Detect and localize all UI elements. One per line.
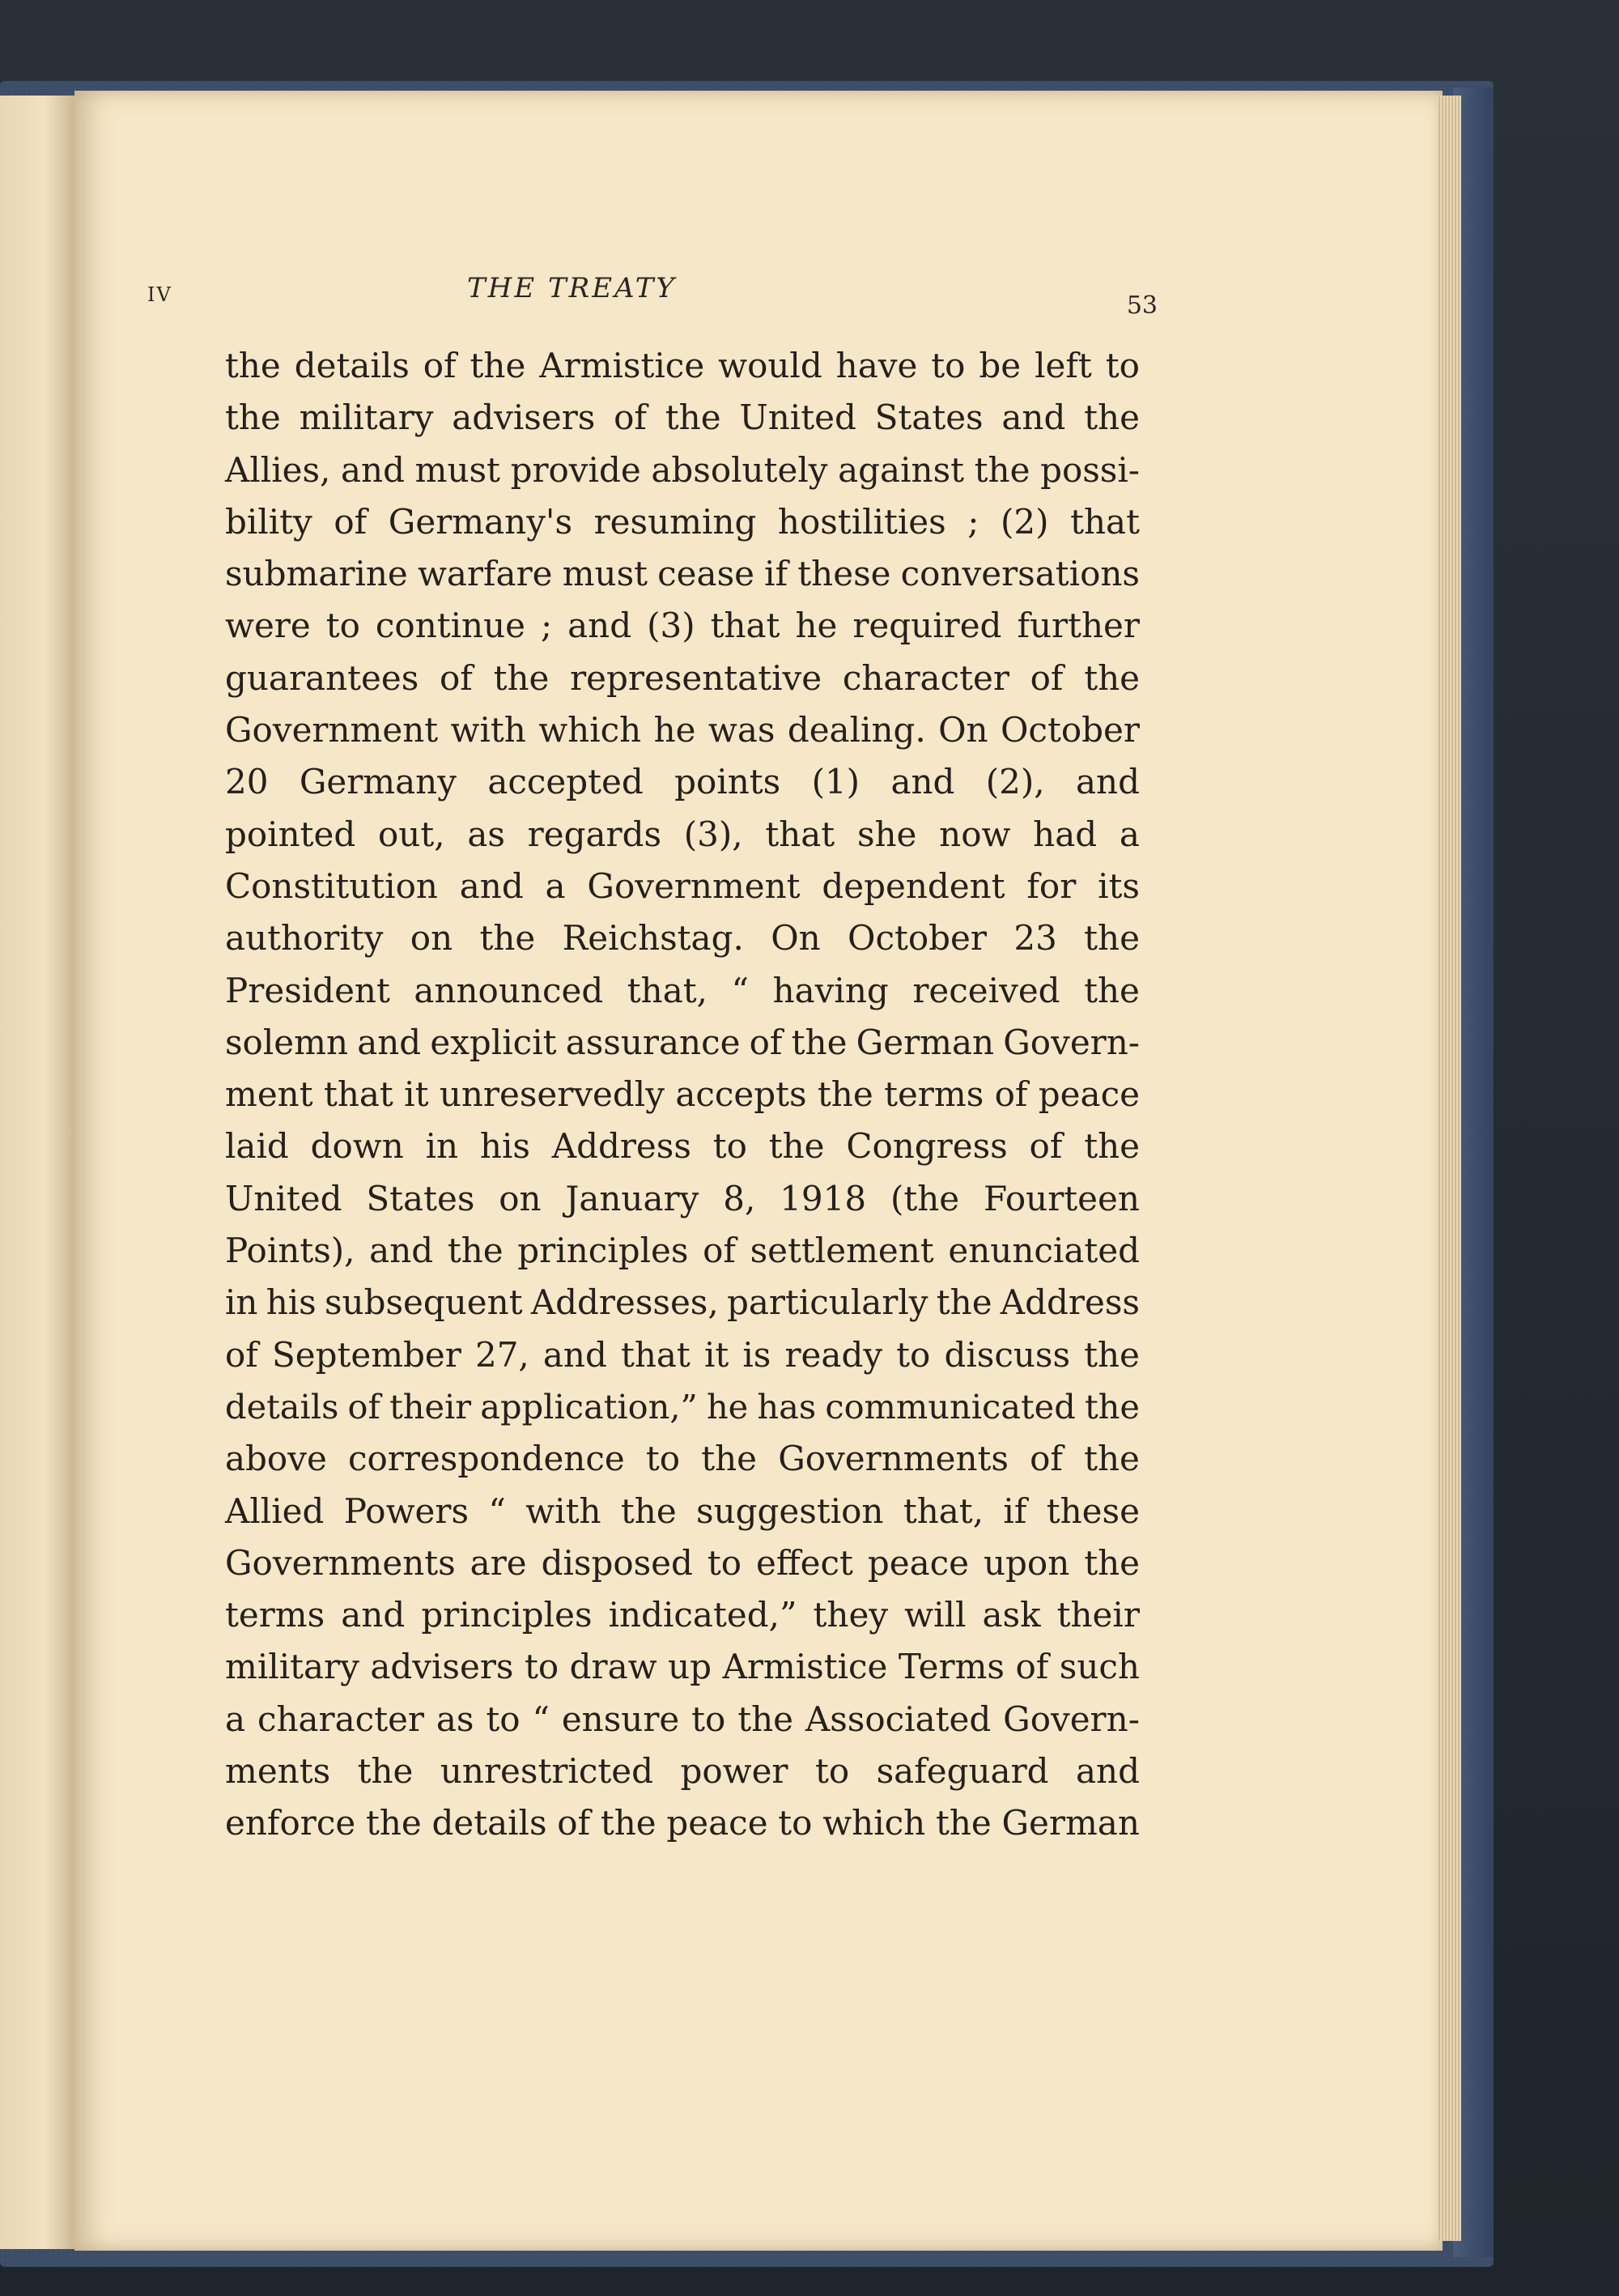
facing-page-edge [0, 96, 74, 2249]
text-line: were to continue ; and (3) that he required further [225, 606, 1140, 646]
text-line: laid down in his Address to the Congress of the [225, 1126, 1140, 1167]
text-line: pointed out, as regards (3), that she now had a [225, 814, 1140, 854]
text-line: Government with which he was dealing. On October [225, 710, 1140, 750]
text-line: bility of Germany's resuming hostilities ; (2) that [225, 501, 1140, 542]
text-line: of September 27, and that it is ready to discuss the [225, 1334, 1140, 1375]
text-line: 20 Germany accepted points (1) and (2), and [225, 762, 1140, 802]
text-line: ment that it unreservedly accepts the terms of peace [225, 1074, 1140, 1115]
text-line: terms and principles indicated,” they will ask their [225, 1595, 1140, 1635]
body-text [225, 340, 1140, 1850]
running-title: THE TREATY [467, 272, 677, 304]
running-head [147, 188, 1158, 320]
text-line: military advisers to draw up Armistice Terms of such [225, 1647, 1140, 1687]
text-line: United States on January 8, 1918 (the Fourteen [225, 1178, 1140, 1218]
text-line: President announced that, “ having received the [225, 970, 1140, 1010]
text-line: in his subsequent Addresses, particularly the Address [225, 1282, 1140, 1323]
text-line: the military advisers of the United States and the [225, 398, 1140, 438]
text-line: Constitution and a Government dependent for its [225, 865, 1140, 906]
text-line: guarantees of the representative character of the [225, 657, 1140, 698]
page-number: 53 [1126, 291, 1158, 320]
text-line: Points), and the principles of settlement enunciated [225, 1231, 1140, 1271]
text-line: submarine warfare must cease if these conversations [225, 554, 1140, 594]
text-line: a character as to “ ensure to the Associated Govern- [225, 1699, 1140, 1739]
text-line: above correspondence to the Governments of the [225, 1439, 1140, 1479]
text-line: solemn and explicit assurance of the German Govern- [225, 1022, 1140, 1062]
chapter-number: IV [147, 283, 172, 306]
text-line: enforce the details of the peace to which the German [225, 1803, 1140, 1843]
text-line: the details of the Armistice would have to be left to [225, 346, 1140, 385]
text-line: Governments are disposed to effect peace upon the [225, 1542, 1140, 1583]
text-line: authority on the Reichstag. On October 23 the [225, 918, 1140, 959]
text-line: ments the unrestricted power to safeguard and [225, 1751, 1140, 1792]
text-line: details of their application,” he has communicated the [225, 1386, 1140, 1426]
text-line: Allies, and must provide absolutely against the possi- [225, 449, 1140, 490]
text-line: Allied Powers “ with the suggestion that, if these [225, 1490, 1140, 1531]
page-stack-edge [1437, 96, 1461, 2241]
